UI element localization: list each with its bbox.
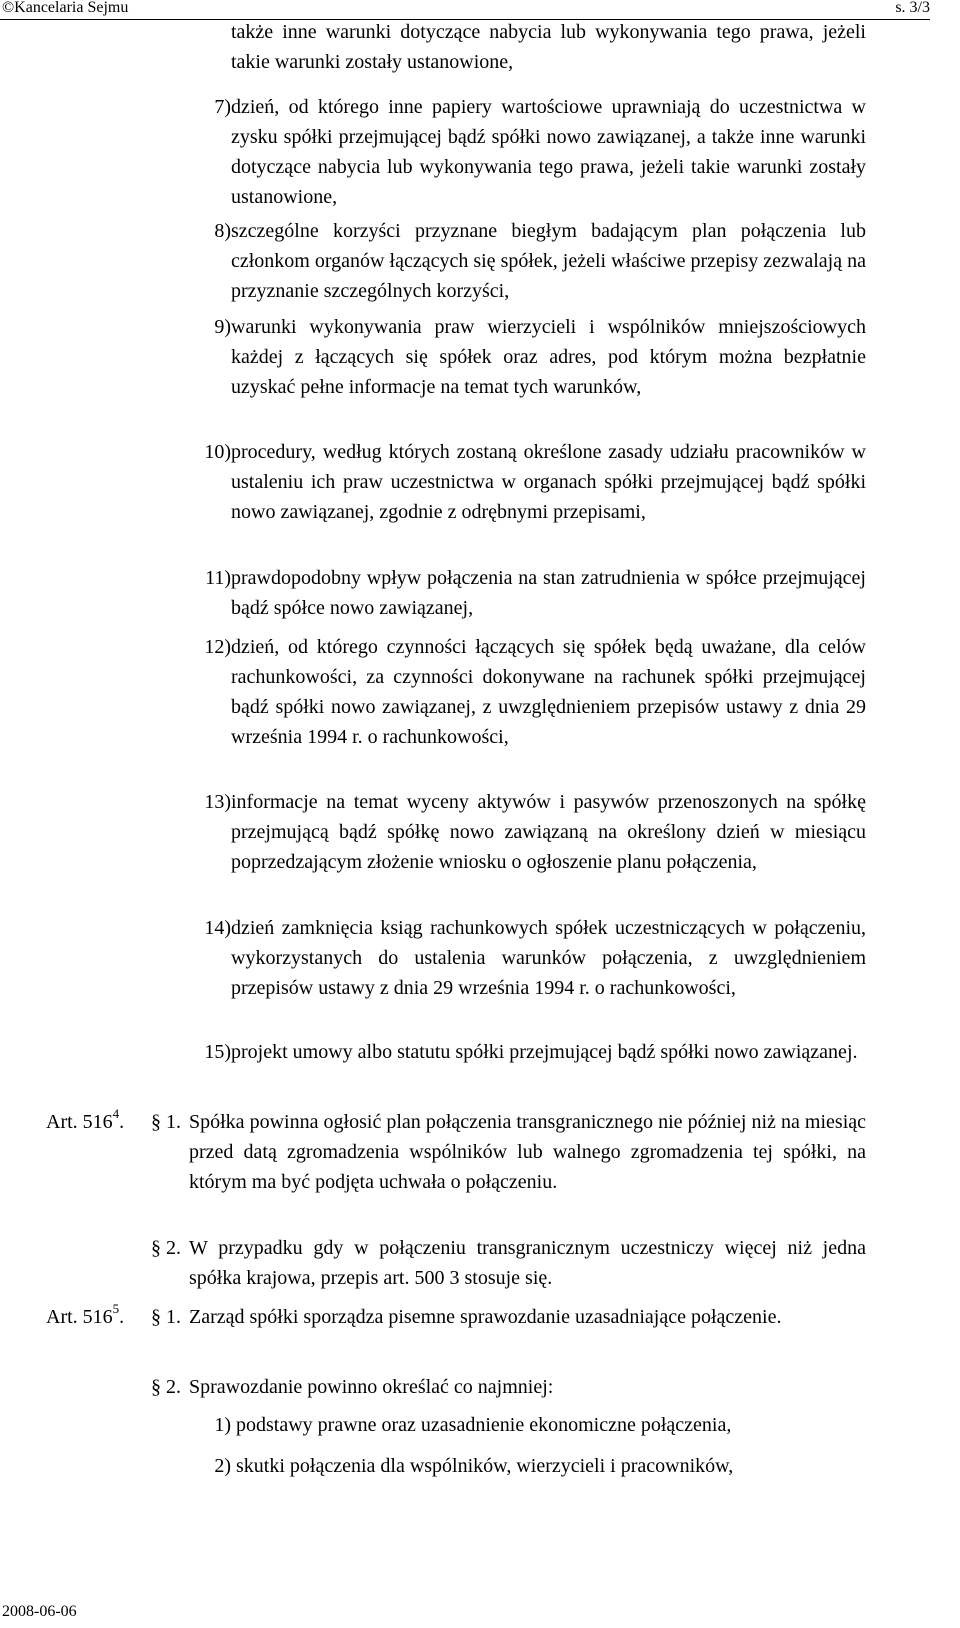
- item-text: prawdopodobny wpływ połączenia na stan zatrudnienia w spółce przejmującej bądź spółce nowo zawiązanej,: [231, 567, 866, 619]
- article-paragraph: [145, 1233, 866, 1293]
- item-text: projekt umowy albo statutu spółki przejmującej bądź spółki nowo zawiązanej.: [231, 1041, 858, 1063]
- item-text: podstawy prawne oraz uzasadnienie ekonomiczne połączenia,: [236, 1414, 732, 1436]
- list-item: [190, 92, 866, 212]
- list-item: [190, 1037, 866, 1067]
- paragraph-text: Zarząd spółki sporządza pisemne sprawozdanie uzasadniające połączenie.: [189, 1306, 782, 1328]
- article-superscript: 5: [112, 1301, 120, 1317]
- list-item: [190, 312, 866, 402]
- footer-date: 2008-06-06: [2, 1603, 77, 1620]
- item-text: procedury, według których zostaną określone zasady udziału pracowników w ustaleniu ich praw uczestnictwa w organach spółki przejmującej bądź spółki nowo zawiązanej, zgodnie z odrębnymi przepisami,: [231, 441, 866, 523]
- paragraph-mark: § 2.: [151, 1237, 181, 1259]
- list-item: [190, 216, 866, 306]
- item-number: 7): [214, 96, 231, 118]
- item-number: 10): [204, 441, 231, 463]
- paragraph-text: Spółka powinna ogłosić plan połączenia transgranicznego nie później niż na miesiąc przed datą zgromadzenia wspólników lub walnego zgromadzenia tej spółki, na którym ma być podjęta uchwała o połączeniu.: [189, 1111, 866, 1193]
- item-text: informacje na temat wyceny aktywów i pasywów przenoszonych na spółkę przejmującą bądź spółkę nowo zawiązaną na określony dzień w miesiącu poprzedzającym złożenie wniosku o ogłoszenie planu połączenia,: [231, 791, 866, 873]
- list-item: [190, 913, 866, 1003]
- item-number: 1): [214, 1414, 231, 1436]
- item-number: 8): [214, 220, 231, 242]
- item-text: warunki wykonywania praw wierzycieli i wspólników mniejszościowych każdej z łączących się spółek oraz adres, pod którym można bezpłatnie uzyskać pełne informacje na temat tych warunków,: [231, 316, 866, 398]
- item-number: 13): [204, 791, 231, 813]
- continuation-text: także inne warunki dotyczące nabycia lub wykonywania tego prawa, jeżeli takie warunki zostały ustanowione,: [231, 21, 866, 73]
- article-label: Art. $516^5$.: [46, 1301, 125, 1328]
- item-number: 15): [204, 1041, 231, 1063]
- paragraph-mark: § 1.: [151, 1111, 181, 1133]
- paragraph-text: Sprawozdanie powinno określać co najmniej:: [189, 1376, 554, 1398]
- article-paragraph: [145, 1302, 866, 1332]
- item-text: dzień, od którego inne papiery wartościowe uprawniają do uczestnictwa w zysku spółki przejmującej bądź spółki nowo zawiązanej, a także inne warunki dotyczące nabycia lub wykonywania tego prawa, jeżeli takie warunki zostały ustanowione,: [231, 96, 866, 208]
- paragraph-mark: § 1.: [151, 1306, 181, 1328]
- item-text: szczególne korzyści przyznane biegłym badającym plan połączenia lub członkom organów łączących się spółek, jeżeli właściwe przepisy zezwalają na przyznanie szczególnych korzyści,: [231, 220, 866, 302]
- item-number: 9): [214, 316, 231, 338]
- item-number: 12): [204, 636, 231, 658]
- article-paragraph: [145, 1372, 866, 1402]
- list-item: [190, 563, 866, 623]
- paragraph-text: W przypadku gdy w połączeniu transgranicznym uczestniczy więcej niż jedna spółka krajowa, przepis art. 500 3 stosuje się.: [189, 1237, 866, 1289]
- list-item: [190, 787, 866, 877]
- list-item: [195, 1451, 865, 1481]
- header-source: ©Kancelaria Sejmu: [2, 0, 129, 16]
- list-item: [190, 632, 866, 752]
- article-superscript: 4: [112, 1106, 120, 1122]
- paragraph-mark: § 2.: [151, 1376, 181, 1398]
- item-number: 14): [204, 917, 231, 939]
- list-item: [195, 1410, 865, 1440]
- article-paragraph: [145, 1107, 866, 1197]
- header-page-number: s. 3/3: [895, 0, 930, 16]
- item-text: skutki połączenia dla wspólników, wierzycieli i pracowników,: [236, 1455, 734, 1477]
- item-number: 11): [205, 567, 231, 589]
- item-text: dzień, od którego czynności łączących się spółek będą uważane, dla celów rachunkowości, za czynności dokonywane na rachunek spółki przejmującej bądź spółki nowo zawiązanej, z uwzględnieniem przepisów ustawy z dnia 29 września 1994 r. o rachunkowości,: [231, 636, 866, 748]
- article-label: Art. $516^4$.: [46, 1106, 125, 1133]
- list-item: [190, 437, 866, 527]
- item-number: 2): [214, 1455, 231, 1477]
- item-text: dzień zamknięcia ksiąg rachunkowych spółek uczestniczących w połączeniu, wykorzystanych do ustalenia warunków połączenia, z uwzględnieniem przepisów ustawy z dnia 29 września 1994 r. o rachunkowości,: [231, 917, 866, 999]
